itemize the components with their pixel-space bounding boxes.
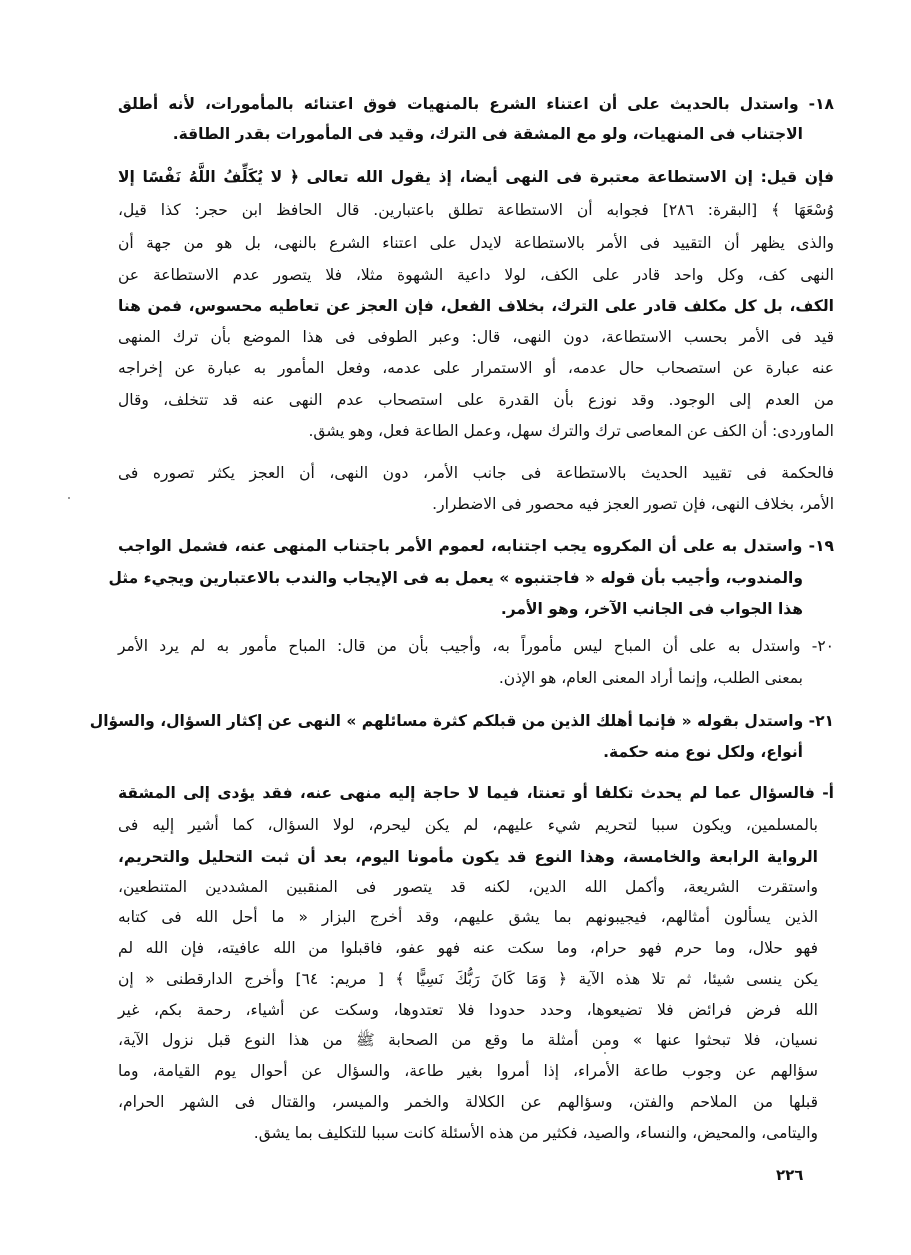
item-21a-line-2: بالمسلمين، ويكون سببا لتحريم شيء عليهم، لم يكن ليحرم، لولا السؤال، كما أشير إليه فى (118, 816, 818, 834)
item-18-line-2: الاجتناب فى المنهيات، ولو مع المشقة فى الترك، وقيد فى المأمورات بقدر الطاقة. (172, 125, 803, 143)
item-21a-line-9: نسيان، فلا تبحثوا عنها » ومن أمثلة ما وقع من الصحابة ﷺ من هذا النوع قبل نزول الآية، (118, 1031, 818, 1049)
item-21a-line-8: الله فرض فرائض فلا تضيعوها، وحدد حدودا فلا تعتدوها، وسكت عن أشياء، رحمة بكم، غير (118, 1001, 818, 1019)
objection-line-5: الكف، بل كل مكلف قادر على الترك، بخلاف الفعل، فإن العجز عن تعاطيه محسوس، فمن هنا (118, 297, 834, 315)
objection-line-6: قيد فى الأمر بحسب الاستطاعة، دون النهى، قال: وعبر الطوفى فى هذا الموضع بأن ترك المنهى (118, 328, 834, 346)
objection-line-8: من العدم إلى الوجود. وقد نوزع بأن القدرة على استصحاب عدم النهى عنه قد تتخلف، وقال (118, 391, 834, 409)
item-21a-line-3: الرواية الرابعة والخامسة، وهذا النوع قد يكون مأمونا اليوم، بعد أن ثبت التحليل والتحريم، (118, 848, 818, 866)
item-21a-line-4: واستقرت الشريعة، وأكمل الله الدين، لكنه قد يتصور فى المنقبين المشددين المتنطعين، (118, 878, 818, 896)
item-21a-line-12: واليتامى، والمحيض، والنساء، والصيد، فكثير من هذه الأسئلة كانت سببا للتكليف بما يشق. (253, 1124, 818, 1142)
item-20-line-2: بمعنى الطلب، وإنما أراد المعنى العام، هو الإذن. (498, 669, 803, 687)
item-21a-line-5: الذين يسألون أمثالهم، فيجيبونهم بما يشق عليهم، وقد أخرج البزار « ما أحل الله فى كتابه (118, 908, 818, 926)
item-21a-line-7: يكن ينسى شيئا، ثم تلا هذه الآية ﴿ وَمَا كَانَ رَبُّكَ نَسِيًّا ﴾ [ مريم: ٦٤] وأخرج الدارقطنى « إن (118, 970, 819, 988)
item-21a-line-6: فهو حلال، وما حرم فهو حرام، وما سكت عنه فهو عفو، فاقبلوا من الله عافيته، فإن الله لم (118, 939, 818, 957)
item-21-line-2: أنواع، ولكل نوع منه حكمة. (603, 743, 803, 761)
item-20-line-1: ٢٠- واستدل به على أن المباح ليس مأموراً به، وأجيب بأن من قال: المباح مأمور به لم يرد الأمر (118, 637, 834, 655)
item-21a-line-1: أ- فالسؤال عما لم يحدث تكلفا أو تعنتا، فيما لا حاجة إليه منهى عنه، فقد يؤدى إلى المشقة (118, 784, 834, 802)
scan-speck (68, 497, 70, 499)
objection-line-3: والذى يظهر أن التقييد فى الأمر بالاستطاعة لايدل على اعتناء الشرع بالنهى، بل هو من جهة أن (118, 234, 834, 252)
objection-line-4: النهى كف، وكل واحد قادر على الكف، لولا داعية الشهوة مثلا، فلا يتصور عدم الاستطاعة عن (118, 266, 834, 284)
wisdom-line-1: فالحكمة فى تقييد الحديث بالاستطاعة فى جانب الأمر، دون النهى، أن العجز يكثر تصوره فى (118, 464, 834, 482)
item-21a-line-10: سؤالهم عن وجوب طاعة الأمراء، إذا أمروا بغير طاعة، والسؤال عن أحوال يوم القيامة، وما (118, 1062, 818, 1080)
item-19-line-1: ١٩- واستدل به على أن المكروه يجب اجتنابه، لعموم الأمر باجتناب المنهى عنه، فشمل الواجب (118, 537, 834, 555)
item-18-line-1: ١٨- واستدل بالحديث على أن اعتناء الشرع بالمنهيات فوق اعتنائه بالمأمورات، لأنه أطلق (118, 95, 834, 113)
item-19-line-3: هذا الجواب فى الجانب الآخر، وهو الأمر. (500, 600, 803, 618)
objection-line-7: عنه عبارة عن استصحاب حال عدمه، أو الاستمرار على عدمه، وفعل المأمور به عبارة عن إخراجه (118, 359, 834, 377)
page-number: ٢٢٦ (776, 1166, 804, 1184)
objection-line-1: فإن قيل: إن الاستطاعة معتبرة فى النهى أيضا، إذ يقول الله تعالى ﴿ لا يُكَلِّفُ اللَّهُ نَفْسًا إلا (118, 168, 834, 186)
item-21a-line-11: قبلها من الملاحم والفتن، وسؤالهم عن الكلالة والخمر والميسر، والقتال فى الشهر الحرام، (118, 1093, 818, 1111)
scan-speck (604, 1052, 606, 1054)
item-21-line-1: ٢١- واستدل بقوله « فإنما أهلك الذين من قبلكم كثرة مسائلهم » النهى عن إكثار السؤال، والسؤال (89, 712, 834, 730)
objection-line-9: الماوردى: أن الكف عن المعاصى ترك والترك سهل، وعمل الطاعة فعل، وهو يشق. (308, 422, 834, 440)
objection-line-2: وُسْعَهَا ﴾ [البقرة: ٢٨٦] فجوابه أن الاستطاعة تطلق باعتبارين. قال الحافظ ابن حجر: كذا قيل، (118, 201, 834, 219)
wisdom-line-2: الأمر، بخلاف النهى، فإن تصور العجز فيه محصور فى الاضطرار. (432, 495, 834, 513)
item-19-line-2: والمندوب، وأجيب بأن قوله « فاجتنبوه » يعمل به فى الإيجاب والندب بالاعتبارين ويجيء مثل (108, 569, 803, 587)
